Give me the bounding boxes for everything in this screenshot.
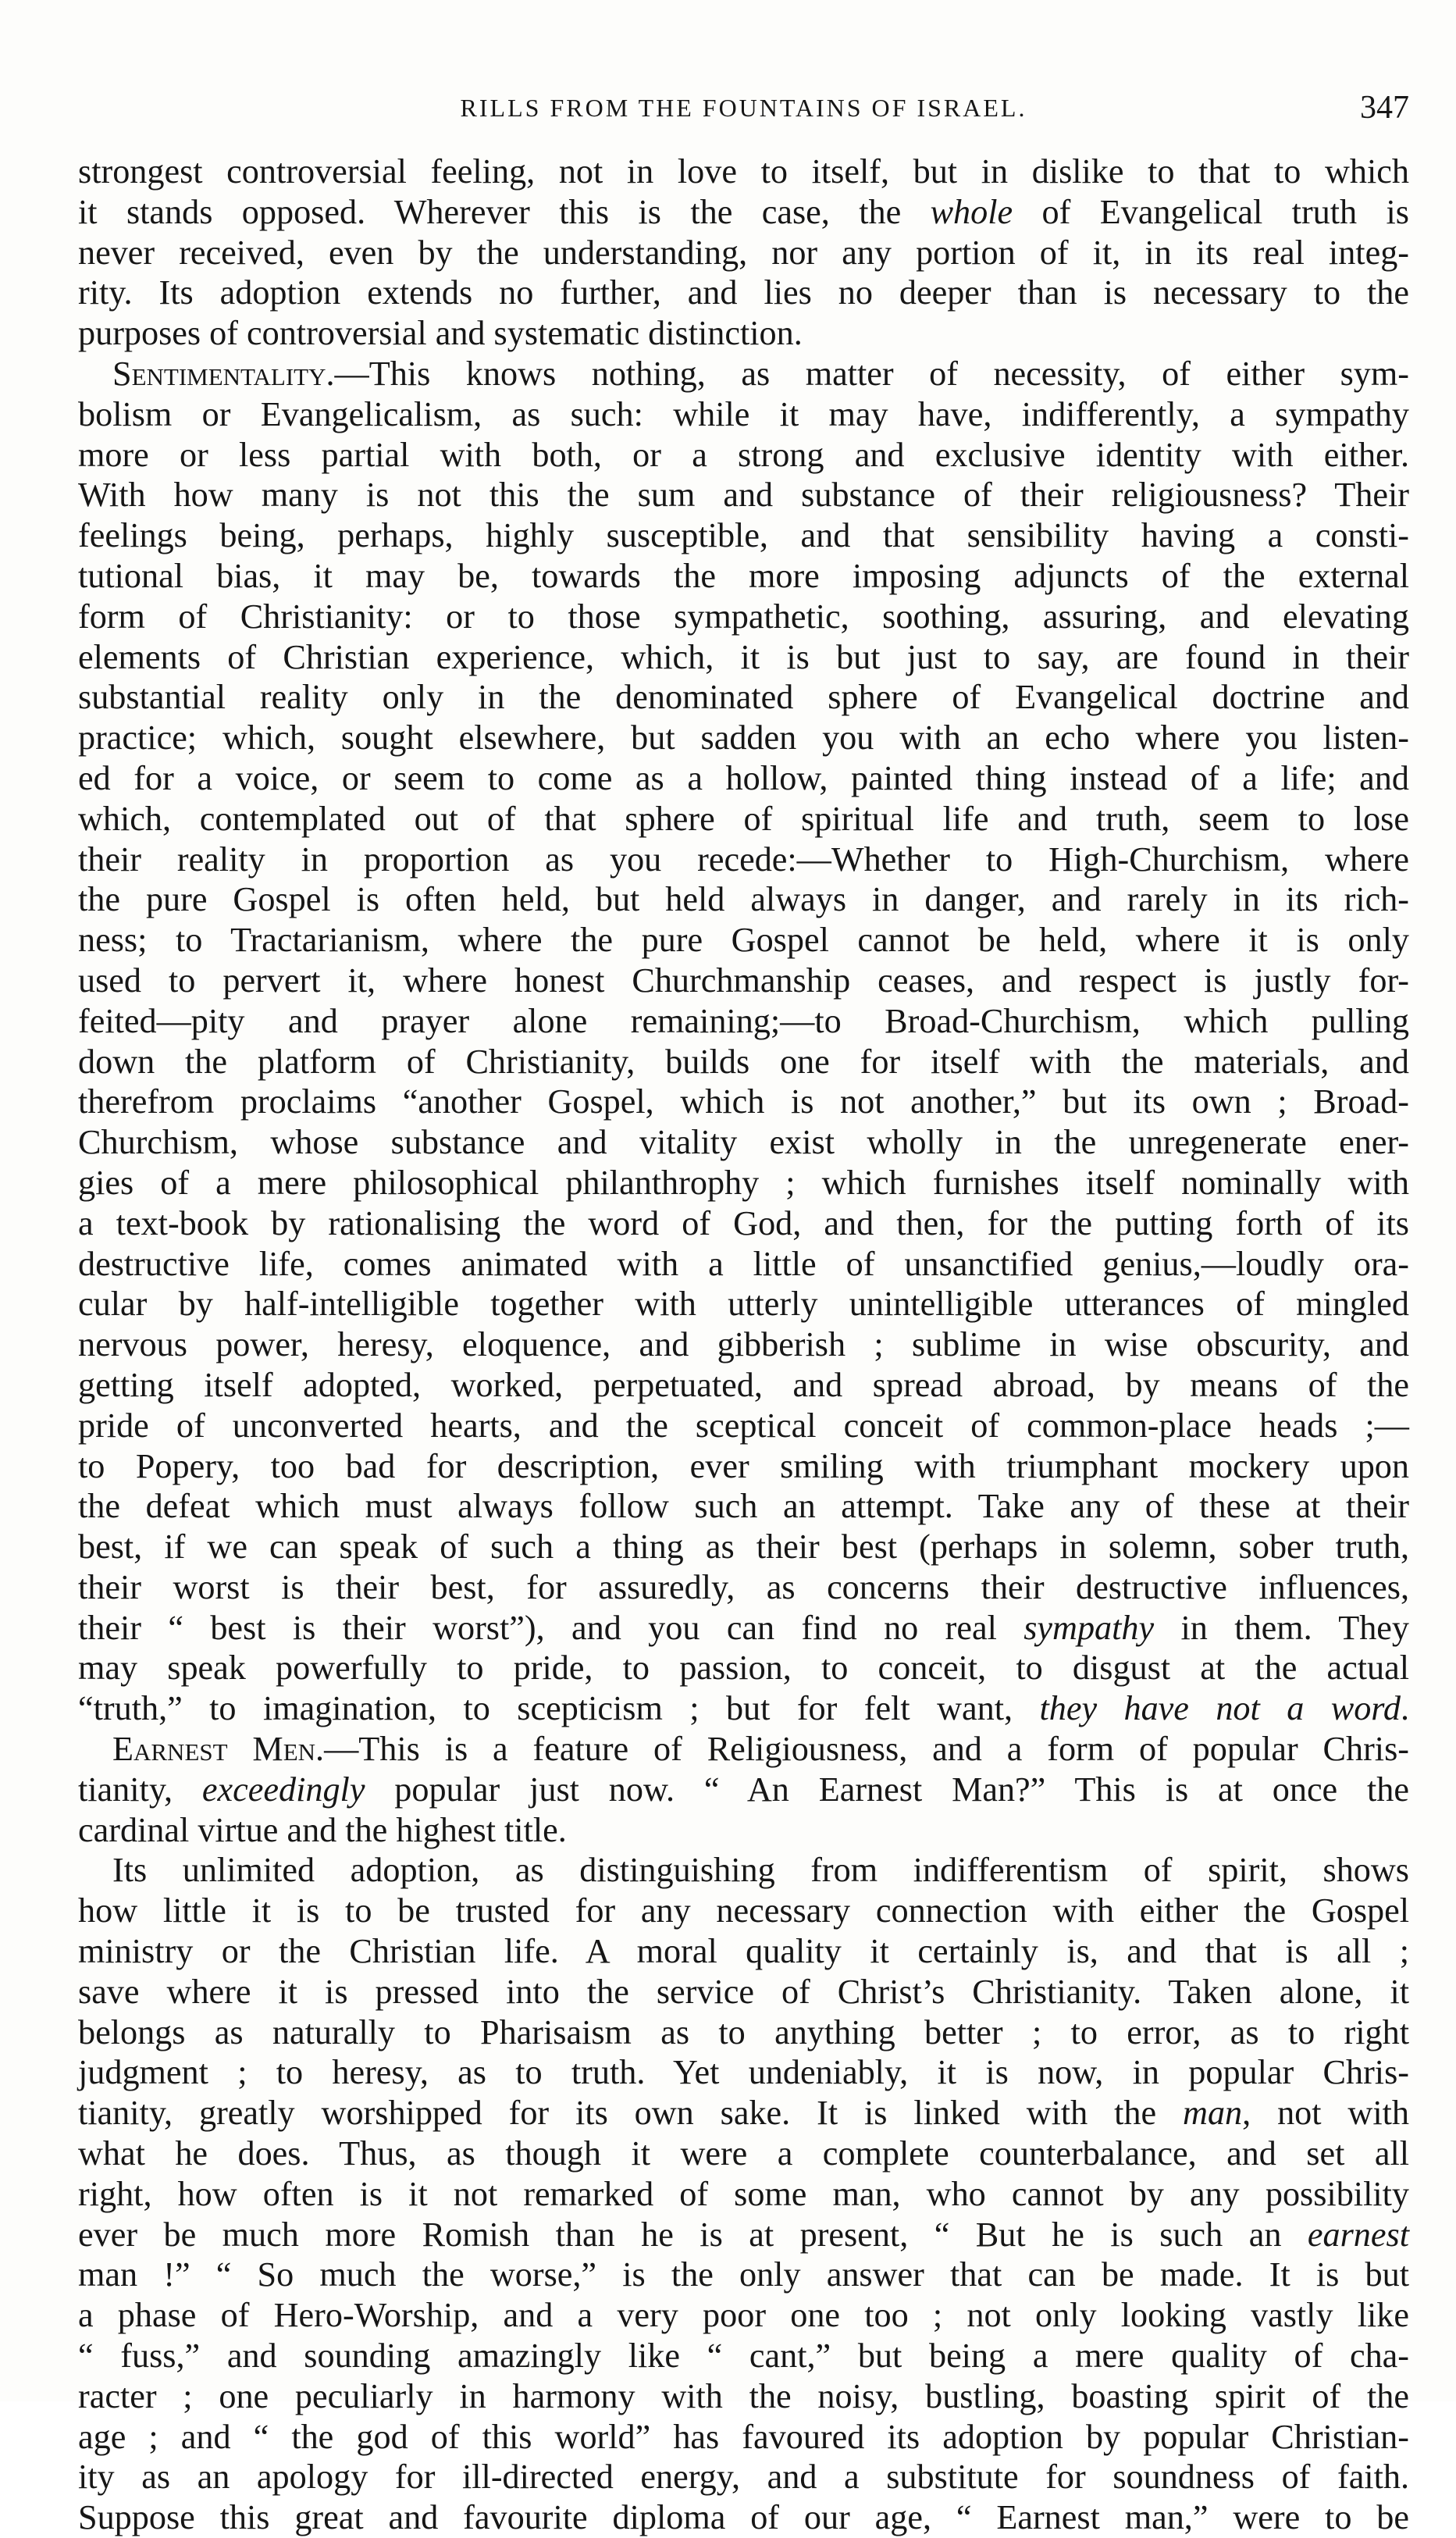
text-line: With how many is not this the sum and substance of their religiousness? Their <box>78 476 1409 515</box>
text-line: used to pervert it, where honest Churchmanship ceases, and respect is justly for- <box>78 961 1409 1000</box>
text-line: feelings being, perhaps, highly susceptible, and that sensibility having a consti- <box>78 516 1409 555</box>
text-line: racter ; one peculiarly in harmony with the noisy, bustling, boasting spirit of the <box>78 2376 1409 2415</box>
text-line: cular by half-intelligible together with utterly unintelligible utterances of mingled <box>78 1285 1409 1324</box>
text-line: belongs as naturally to Pharisaism as to anything better ; to error, as to right <box>78 2012 1409 2051</box>
text-line: their worst is their best, for assuredly, as concerns their destructive influences, <box>78 1567 1409 1606</box>
text-line: their reality in proportion as you recede:—Whether to High-Churchism, where <box>78 839 1409 879</box>
text-line: more or less partial with both, or a strong and exclusive identity with either. <box>78 435 1409 474</box>
text-line: substantial reality only in the denominated sphere of Evangelical doctrine and <box>78 678 1409 717</box>
text-line: cardinal virtue and the highest title. <box>78 1810 567 1849</box>
text-line: —This is a feature of Religiousness, and a form of popular Chris- <box>324 1730 1409 1769</box>
section-sentimentality-first-line <box>78 354 1409 394</box>
text-line: “truth,” to imagination, to scepticism ; but for felt want, they have not a word. <box>78 1689 1409 1728</box>
text-line: ity as an apology for ill-directed energy, and a substitute for soundness of faith. <box>78 2458 1409 2497</box>
text-line: best, if we can speak of such a thing as their best (perhaps in solemn, sober truth, <box>78 1527 1409 1567</box>
text-line: never received, even by the understanding, nor any portion of it, in its real integ- <box>78 233 1409 272</box>
text-line: getting itself adopted, worked, perpetuated, and spread abroad, by means of the <box>78 1365 1409 1404</box>
text-line: Its unlimited adoption, as distinguishing from indifferentism of spirit, shows <box>112 1851 1409 1890</box>
text-line: feited—pity and prayer alone remaining;—to Broad-Churchism, which pulling <box>78 1001 1409 1040</box>
text-line: bolism or Evangelicalism, as such: while it may have, indifferently, a sympathy <box>78 394 1409 433</box>
text-line: man !” “ So much the worse,” is the only answer that can be made. It is but <box>78 2255 1409 2294</box>
text-line: purposes of controversial and systematic distinction. <box>78 314 803 353</box>
body-text <box>78 151 1409 2538</box>
page-header <box>78 84 1409 131</box>
text-line: Suppose this great and favourite diploma of our age, “ Earnest man,” were to be <box>78 2498 1409 2537</box>
text-line: may speak powerfully to pride, to passion, to conceit, to disgust at the actual <box>78 1649 1409 1688</box>
text-line: the pure Gospel is often held, but held always in danger, and rarely in its rich- <box>78 880 1409 919</box>
section-heading-sentimentality: Sentimentality. <box>112 354 335 393</box>
text-line: a text-book by rationalising the word of God, and then, for the putting forth of its <box>78 1203 1409 1242</box>
text-line: destructive life, comes animated with a little of unsanctified genius,—loudly ora- <box>78 1244 1409 1283</box>
text-line: down the platform of Christianity, builds one for itself with the materials, and <box>78 1042 1409 1081</box>
text-line: Churchism, whose substance and vitality exist wholly in the unregenerate ener- <box>78 1123 1409 1162</box>
text-line: what he does. Thus, as though it were a complete counterbalance, and set all <box>78 2134 1409 2173</box>
text-line: age ; and “ the god of this world” has favoured its adoption by popular Christian- <box>78 2417 1409 2456</box>
text-line: it stands opposed. Wherever this is the case, the whole of Evangelical truth is <box>78 192 1409 231</box>
text-line: pride of unconverted hearts, and the sceptical conceit of common-place heads ;— <box>78 1406 1409 1445</box>
text-line: save where it is pressed into the service of Christ’s Christianity. Taken alone, it <box>78 1972 1409 2011</box>
text-line: —This knows nothing, as matter of necessity, of either sym- <box>334 354 1409 393</box>
text-line: their “ best is their worst”), and you can find no real sympathy in them. They <box>78 1608 1410 1647</box>
text-line: judgment ; to heresy, as to truth. Yet undeniably, it is now, in popular Chris- <box>78 2053 1409 2092</box>
text-line: how little it is to be trusted for any necessary connection with either the Gospel <box>78 1891 1409 1930</box>
text-line: right, how often is it not remarked of some man, who cannot by any possibility <box>78 2174 1409 2213</box>
section-earnest-men-first-line <box>78 1729 1409 1770</box>
text-line: tianity, exceedingly popular just now. “ An Earnest Man?” This is at once the <box>78 1770 1409 1809</box>
text-line: therefrom proclaims “another Gospel, which is not another,” but its own ; Broad- <box>78 1082 1409 1121</box>
text-line: rity. Its adoption extends no further, and lies no deeper than is necessary to the <box>78 273 1409 312</box>
text-line: ness; to Tractarianism, where the pure Gospel cannot be held, where it is only <box>78 921 1409 960</box>
text-line: ministry or the Christian life. A moral quality it certainly is, and that is all ; <box>78 1932 1409 1971</box>
text-line: practice; which, sought elsewhere, but sadden you with an echo where you listen- <box>78 718 1409 757</box>
text-line: form of Christianity: or to those sympathetic, soothing, assuring, and elevating <box>78 597 1409 636</box>
text-line: a phase of Hero-Worship, and a very poor one too ; not only looking vastly like <box>78 2296 1409 2335</box>
text-line: ed for a voice, or seem to come as a hollow, painted thing instead of a life; and <box>78 758 1409 797</box>
text-line: nervous power, heresy, eloquence, and gibberish ; sublime in wise obscurity, and <box>78 1325 1409 1364</box>
text-line: gies of a mere philosophical philanthrophy ; which furnishes itself nominally with <box>78 1163 1409 1202</box>
section-heading-earnest-men: Earnest Men. <box>112 1730 325 1769</box>
text-line: the defeat which must always follow such an attempt. Take any of these at their <box>78 1487 1409 1526</box>
text-line: ever be much more Romish than he is at present, “ But he is such an earnest <box>78 2215 1409 2254</box>
text-line: tianity, greatly worshipped for its own sake. It is linked with the man, not with <box>78 2094 1409 2133</box>
running-title: RILLS FROM THE FOUNTAINS OF ISRAEL. <box>460 94 1027 122</box>
text-line: elements of Christian experience, which, it is but just to say, are found in their <box>78 637 1409 676</box>
text-line: “ fuss,” and sounding amazingly like “ cant,” but being a mere quality of cha- <box>78 2337 1409 2376</box>
text-line: strongest controversial feeling, not in love to itself, but in dislike to that to which <box>78 152 1409 191</box>
text-line: which, contemplated out of that sphere of spiritual life and truth, seem to lose <box>78 799 1409 838</box>
text-line: to Popery, too bad for description, ever smiling with triumphant mockery upon <box>78 1446 1409 1485</box>
page-number: 347 <box>1360 90 1409 126</box>
text-line: tutional bias, it may be, towards the more imposing adjuncts of the external <box>78 556 1409 595</box>
